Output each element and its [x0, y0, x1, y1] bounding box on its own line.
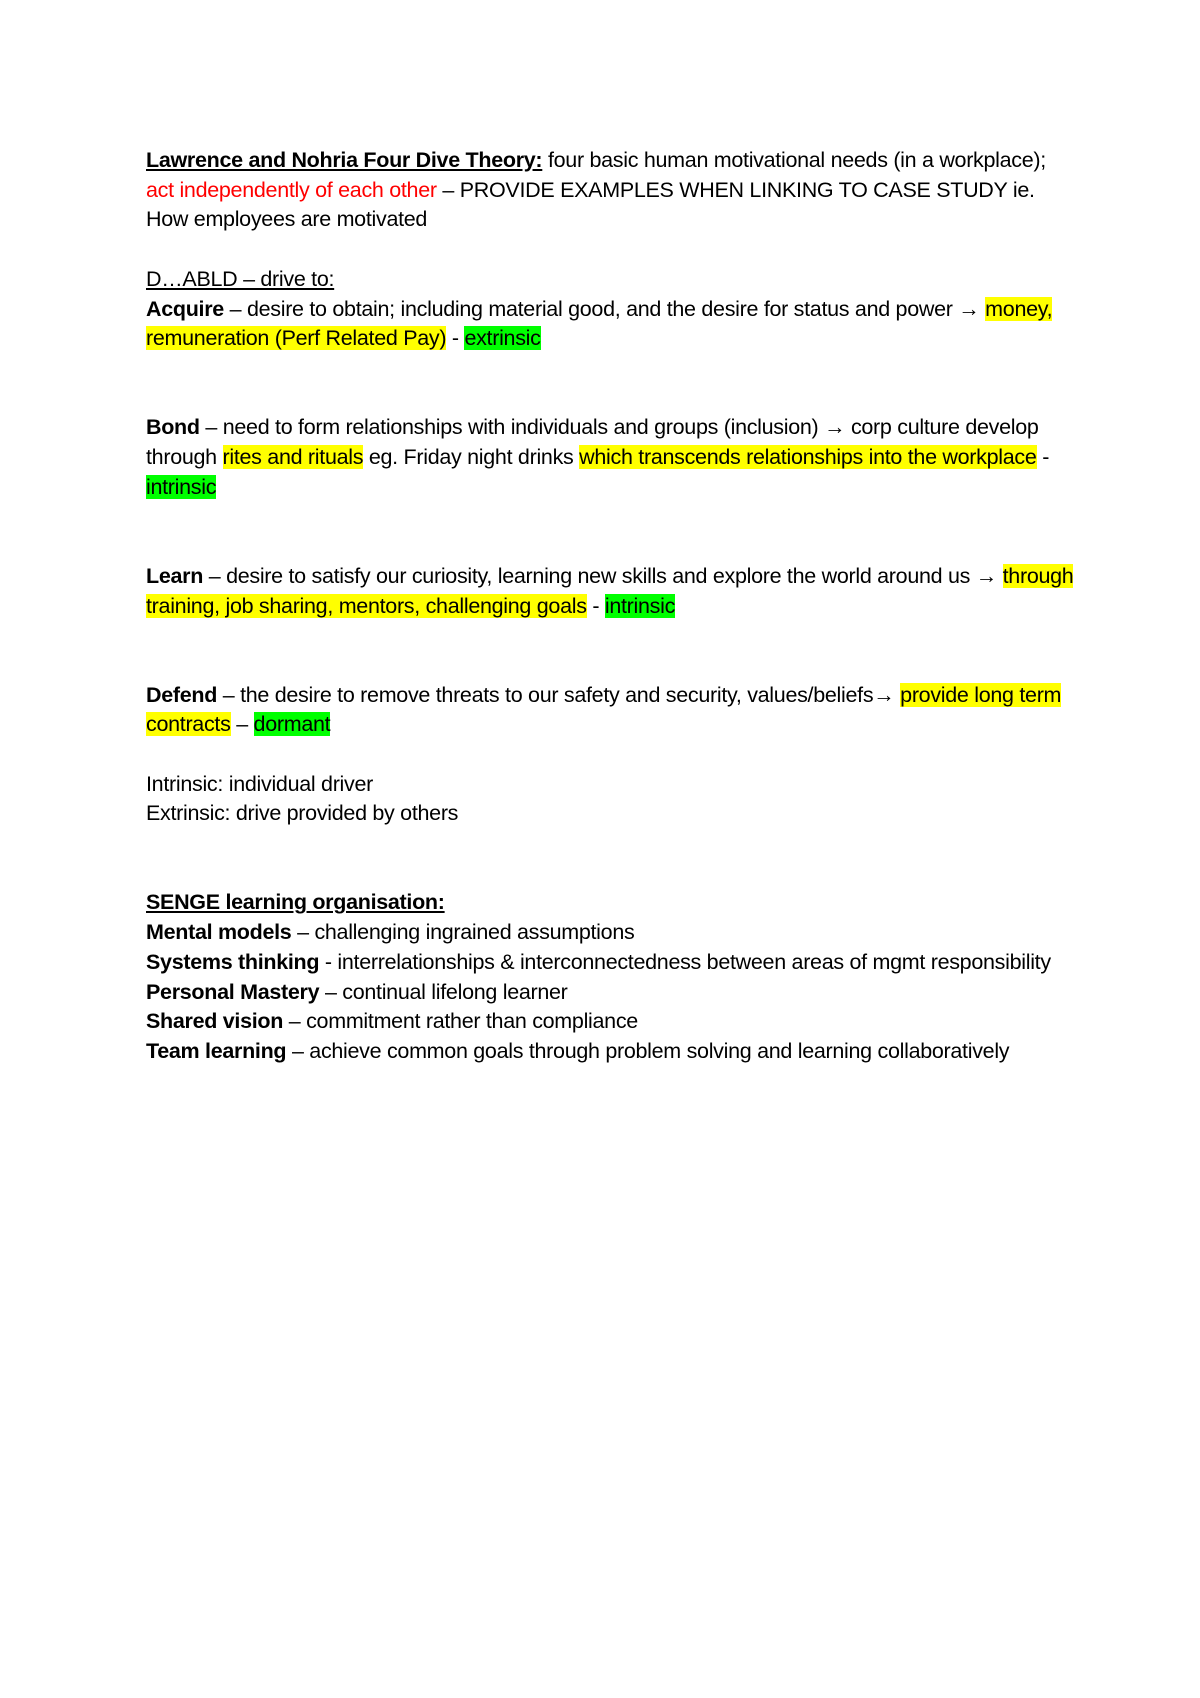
extrinsic-definition: Extrinsic: drive provided by others: [146, 801, 459, 826]
bond-highlight-rites: rites and rituals: [222, 445, 364, 469]
red-emphasis: act independently of each other: [146, 177, 437, 202]
senge-term: Mental models: [146, 920, 292, 945]
defend-term: Defend: [146, 682, 218, 707]
intro-paragraph: [146, 146, 1076, 235]
acquire-highlight: money, remuneration (Perf Related Pay): [146, 296, 1053, 351]
senge-desc: – continual lifelong learner: [319, 979, 568, 1004]
intro-text-continued: – PROVIDE EXAMPLES WHEN LINKING TO CASE STUDY ie. How employees are motivated: [146, 177, 1035, 232]
defend-paragraph: [146, 681, 1076, 740]
senge-term: Systems thinking: [146, 949, 320, 974]
learn-tag: intrinsic: [604, 593, 676, 618]
senge-desc: – achieve common goals through problem solving and learning collaboratively: [286, 1039, 1010, 1063]
senge-term: Shared vision: [146, 1009, 284, 1034]
bond-highlight-workplace: which transcends relationships into the workplace: [579, 445, 1037, 469]
acquire-desc: – desire to obtain; including material good, and the desire for status and power →: [223, 296, 986, 321]
bond-paragraph: [146, 413, 1076, 502]
drives-heading: D…ABLD – drive to:: [146, 266, 335, 291]
bond-term: Bond: [146, 415, 200, 440]
learn-highlight: through training, job sharing, mentors, challenging goals: [146, 563, 1074, 618]
acquire-paragraph: [146, 295, 1076, 354]
bond-mid: eg. Friday night drinks: [363, 445, 580, 469]
senge-item-personal-mastery: [146, 978, 1076, 1008]
learn-paragraph: [146, 562, 1076, 621]
bond-sep: -: [1036, 445, 1050, 469]
acquire-sep: -: [446, 326, 465, 351]
learn-term: Learn: [146, 563, 204, 588]
senge-item-shared-vision: [146, 1007, 1076, 1037]
learn-desc: – desire to satisfy our curiosity, learning new skills and explore the world around us →: [203, 563, 1003, 588]
defend-highlight: provide long term contracts: [146, 682, 1062, 737]
intrinsic-definition: Intrinsic: individual driver: [146, 771, 373, 796]
intro-text: four basic human motivational needs (in a workplace);: [542, 148, 1046, 172]
senge-item-team-learning: [146, 1037, 1076, 1067]
learn-sep: -: [586, 593, 605, 618]
senge-term: Personal Mastery: [146, 979, 320, 1004]
defend-tag: dormant: [253, 712, 331, 737]
theory-title: Lawrence and Nohria Four Dive Theory:: [146, 148, 543, 172]
document-page: [146, 146, 1076, 1067]
senge-heading: SENGE learning organisation:: [146, 890, 445, 915]
senge-desc: - interrelationships & interconnectedness between areas of mgmt responsibility: [319, 949, 1051, 974]
acquire-tag: extrinsic: [464, 326, 541, 351]
bond-tag: intrinsic: [146, 474, 217, 499]
senge-desc: – commitment rather than compliance: [283, 1009, 638, 1034]
senge-term: Team learning: [146, 1039, 287, 1063]
senge-item-mental-models: [146, 918, 1076, 948]
acquire-term: Acquire: [146, 296, 224, 321]
defend-desc: – the desire to remove threats to our safety and security, values/beliefs→: [217, 682, 901, 707]
senge-item-systems-thinking: [146, 948, 1076, 978]
defend-sep: –: [230, 712, 254, 737]
senge-desc: – challenging ingrained assumptions: [291, 920, 635, 945]
bond-desc: – need to form relationships with individuals and groups (inclusion) → corp culture develop through: [146, 415, 1039, 469]
